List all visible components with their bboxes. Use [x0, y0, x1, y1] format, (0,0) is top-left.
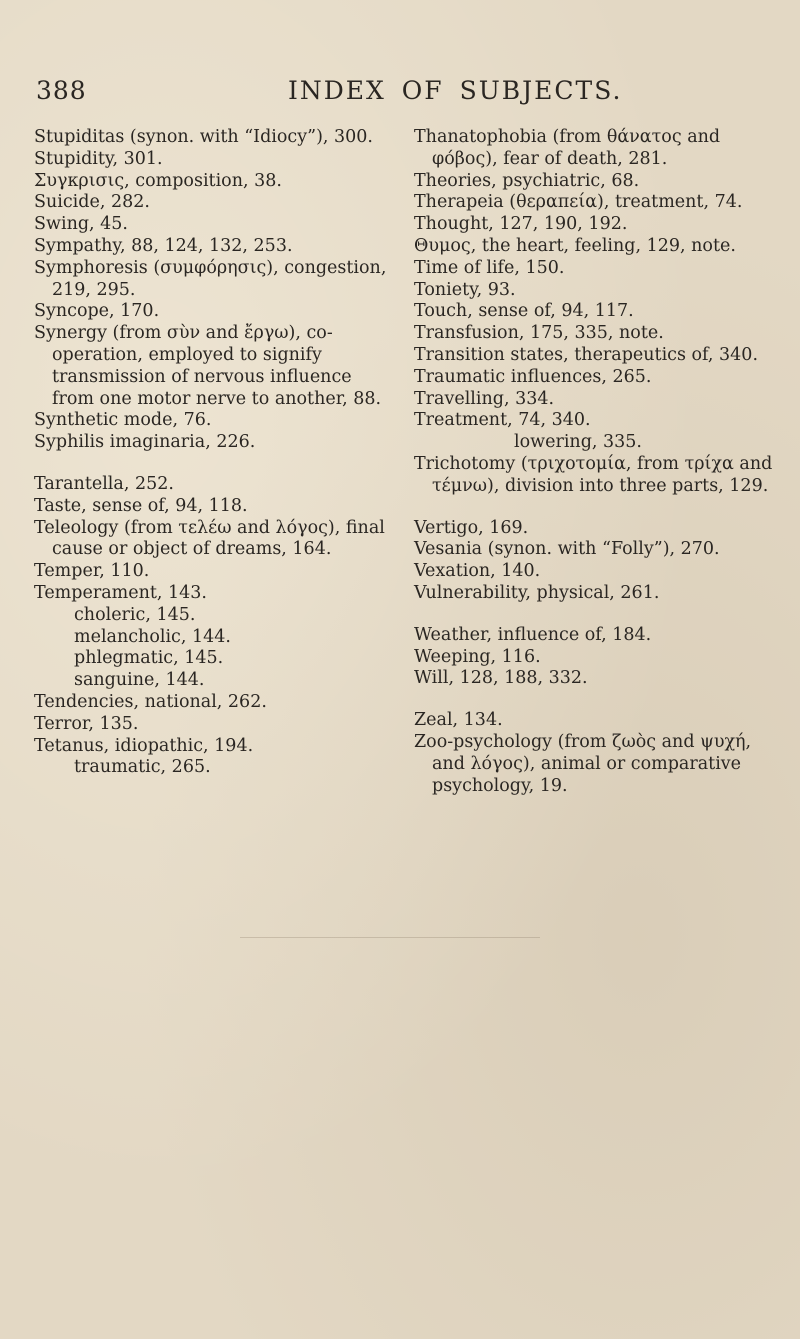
index-entry: Thought, 127, 190, 192. [414, 214, 628, 235]
index-entry: Temperament, 143. [34, 582, 207, 603]
index-subentry: phlegmatic, 145. [74, 648, 224, 669]
page-header [0, 76, 800, 112]
page-number: 388 [36, 76, 87, 105]
index-entry: Toniety, 93. [414, 279, 516, 300]
index-entry: Vulnerability, physical, 261. [414, 582, 660, 603]
index-subentry: sanguine, 144. [74, 670, 205, 691]
index-entry: Transfusion, 175, 335, note. [414, 323, 664, 344]
index-entry: Tetanus, idiopathic, 194. [34, 735, 254, 756]
index-entry: Tendencies, national, 262. [34, 691, 267, 712]
index-entry: Synergy (from σὺν and ἔργω), co-operation, employed to signify transmission of nervous influence from one motor nerve to another, 88. [34, 323, 382, 409]
index-entry: Syncope, 170. [34, 301, 160, 322]
index-entry: Vesania (synon. with “Folly”), 270. [414, 539, 720, 560]
section-gap [414, 690, 786, 710]
index-column-right [414, 127, 786, 797]
index-entry: Teleology (from τελέω and λόγος), final cause or object of dreams, 164. [34, 517, 385, 560]
index-entry: Vertigo, 169. [414, 517, 529, 538]
index-entry: Θυμος, the heart, feeling, 129, note. [414, 235, 736, 256]
index-entry: Traumatic influences, 265. [414, 366, 652, 387]
index-entry: Zeal, 134. [414, 710, 503, 731]
index-entry: Theories, psychiatric, 68. [414, 170, 640, 191]
index-entry: Treatment, 74, 340. [414, 410, 591, 431]
index-entry: Thanatophobia (from θάνατος and φόβος), fear of death, 281. [414, 127, 721, 169]
index-entry: Tarantella, 252. [34, 473, 174, 494]
index-subentry: melancholic, 144. [74, 626, 231, 647]
section-gap [414, 498, 786, 518]
index-entry: Vexation, 140. [414, 561, 541, 582]
index-entry: Stupiditas (synon. with “Idiocy”), 300. [34, 127, 373, 147]
index-column-left [34, 127, 396, 779]
index-entry: Terror, 135. [34, 713, 139, 734]
section-gap [414, 605, 786, 625]
index-entry: Synthetic mode, 76. [34, 410, 212, 431]
index-entry: Temper, 110. [34, 561, 150, 582]
index-entry: Trichotomy (τριχοτομία, from τρίχα and τέμνω), division into three parts, 129. [414, 453, 773, 496]
index-entry: Therapeia (θεραπεία), treatment, 74. [414, 192, 743, 213]
index-entry: Time of life, 150. [414, 257, 565, 278]
index-entry: Swing, 45. [34, 214, 128, 235]
page-divider [240, 937, 540, 938]
index-entry: Taste, sense of, 94, 118. [34, 495, 248, 516]
index-subentry: traumatic, 265. [74, 757, 211, 778]
index-entry: Stupidity, 301. [34, 148, 163, 169]
index-entry: Syphilis imaginaria, 226. [34, 432, 256, 453]
index-entry: Symphoresis (συμφόρησις), congestion, 219, 295. [34, 257, 387, 300]
index-entry: Will, 128, 188, 332. [414, 668, 588, 689]
index-entry: Zoo-psychology (from ζωὸς and ψυχή, and λόγος), animal or comparative psychology, 19. [414, 731, 752, 796]
index-entry: Συγκρισις, composition, 38. [34, 170, 282, 191]
running-head: INDEX OF SUBJECTS. [288, 76, 623, 105]
index-subentry: lowering, 335. [514, 432, 642, 453]
section-gap [34, 454, 396, 474]
index-subentry: choleric, 145. [74, 604, 196, 625]
index-entry: Sympathy, 88, 124, 132, 253. [34, 235, 293, 256]
index-entry: Suicide, 282. [34, 192, 150, 213]
index-entry: Weather, influence of, 184. [414, 624, 652, 645]
index-entry: Weeping, 116. [414, 646, 541, 667]
index-entry: Touch, sense of, 94, 117. [414, 301, 634, 322]
index-entry: Transition states, therapeutics of, 340. [414, 344, 759, 365]
index-entry: Travelling, 334. [414, 388, 555, 409]
